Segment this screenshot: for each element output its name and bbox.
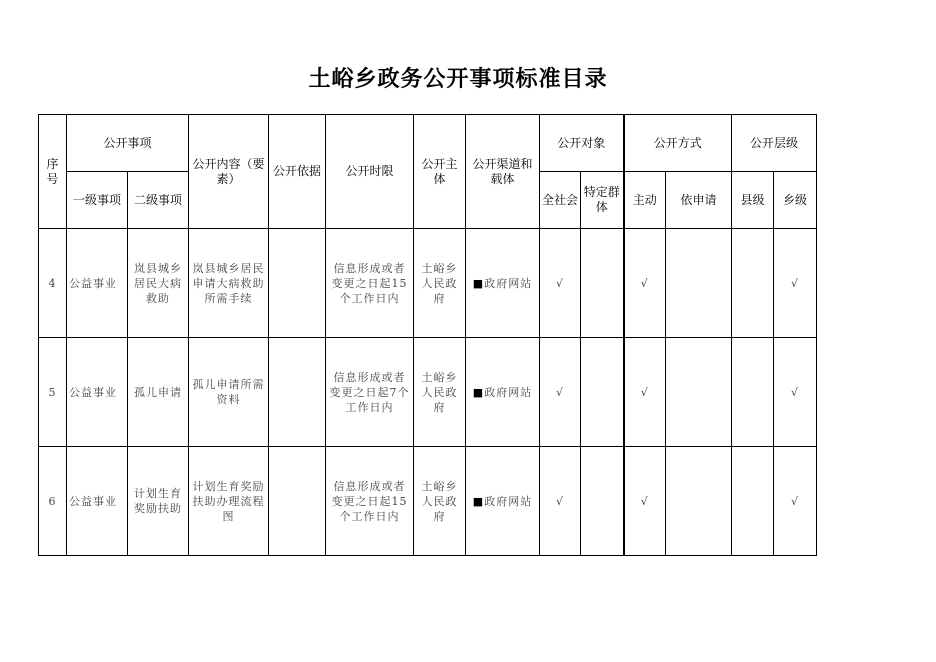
cell-target-all: √ (540, 447, 581, 556)
cell-target-all: √ (540, 229, 581, 338)
cell-time: 信息形成或者变更之日起15个工作日内 (326, 447, 414, 556)
header-tier: 公开层级 (732, 115, 817, 172)
cell-time: 信息形成或者变更之日起7个工作日内 (326, 338, 414, 447)
cell-method-active: √ (624, 447, 666, 556)
header-method: 公开方式 (624, 115, 732, 172)
header-tier-county: 县级 (732, 172, 774, 229)
cell-seq: 6 (39, 447, 67, 556)
cell-level2: 计划生育奖励扶助 (128, 447, 189, 556)
cell-tier-township: √ (774, 338, 817, 447)
header-basis: 公开依据 (269, 115, 326, 229)
table-row (39, 338, 817, 447)
header-level1: 一级事项 (67, 172, 128, 229)
cell-subject: 土峪乡人民政府 (414, 229, 466, 338)
header-row-1 (39, 115, 817, 172)
square-bullet-icon: ■ (472, 276, 485, 290)
header-channel: 公开渠道和载体 (466, 115, 540, 229)
square-bullet-icon: ■ (472, 385, 485, 399)
cell-channel (466, 447, 540, 556)
cell-channel (466, 338, 540, 447)
header-target-all: 全社会 (540, 172, 581, 229)
cell-basis (269, 229, 326, 338)
cell-method-active: √ (624, 229, 666, 338)
cell-target-all: √ (540, 338, 581, 447)
header-time: 公开时限 (326, 115, 414, 229)
cell-subject: 土峪乡人民政府 (414, 338, 466, 447)
cell-basis (269, 338, 326, 447)
page-title: 土峪乡政务公开事项标准目录 (308, 66, 608, 92)
cell-seq: 5 (39, 338, 67, 447)
cell-level2: 孤儿申请 (128, 338, 189, 447)
header-target: 公开对象 (540, 115, 624, 172)
cell-level1: 公益事业 (67, 229, 128, 338)
cell-content: 孤儿申请所需资料 (189, 338, 269, 447)
channel-label: 政府网站 (484, 385, 533, 399)
table-row (39, 229, 817, 338)
cell-subject: 土峪乡人民政府 (414, 447, 466, 556)
header-tier-township: 乡级 (774, 172, 817, 229)
cell-tier-county (732, 338, 774, 447)
channel-label: 政府网站 (484, 276, 533, 290)
cell-target-specific (581, 447, 624, 556)
cell-level1: 公益事业 (67, 447, 128, 556)
header-seq: 序号 (39, 115, 67, 229)
cell-level1: 公益事业 (67, 338, 128, 447)
cell-method-request (666, 447, 732, 556)
table-row (39, 447, 817, 556)
cell-content: 岚县城乡居民申请大病救助所需手续 (189, 229, 269, 338)
cell-tier-township: √ (774, 447, 817, 556)
cell-method-request (666, 229, 732, 338)
header-target-specific: 特定群体 (581, 172, 624, 229)
channel-label: 政府网站 (484, 494, 533, 508)
cell-target-specific (581, 229, 624, 338)
header-method-active: 主动 (624, 172, 666, 229)
cell-seq: 4 (39, 229, 67, 338)
cell-method-request (666, 338, 732, 447)
header-level2: 二级事项 (128, 172, 189, 229)
square-bullet-icon: ■ (472, 494, 485, 508)
cell-tier-county (732, 447, 774, 556)
header-matter: 公开事项 (67, 115, 189, 172)
cell-time: 信息形成或者变更之日起15个工作日内 (326, 229, 414, 338)
cell-basis (269, 447, 326, 556)
cell-channel (466, 229, 540, 338)
cell-method-active: √ (624, 338, 666, 447)
cell-tier-county (732, 229, 774, 338)
cell-level2: 岚县城乡居民大病救助 (128, 229, 189, 338)
cell-tier-township: √ (774, 229, 817, 338)
header-content: 公开内容（要素） (189, 115, 269, 229)
cell-target-specific (581, 338, 624, 447)
header-subject: 公开主体 (414, 115, 466, 229)
catalog-table (38, 114, 817, 556)
cell-content: 计划生育奖励扶助办理流程图 (189, 447, 269, 556)
header-method-request: 依申请 (666, 172, 732, 229)
